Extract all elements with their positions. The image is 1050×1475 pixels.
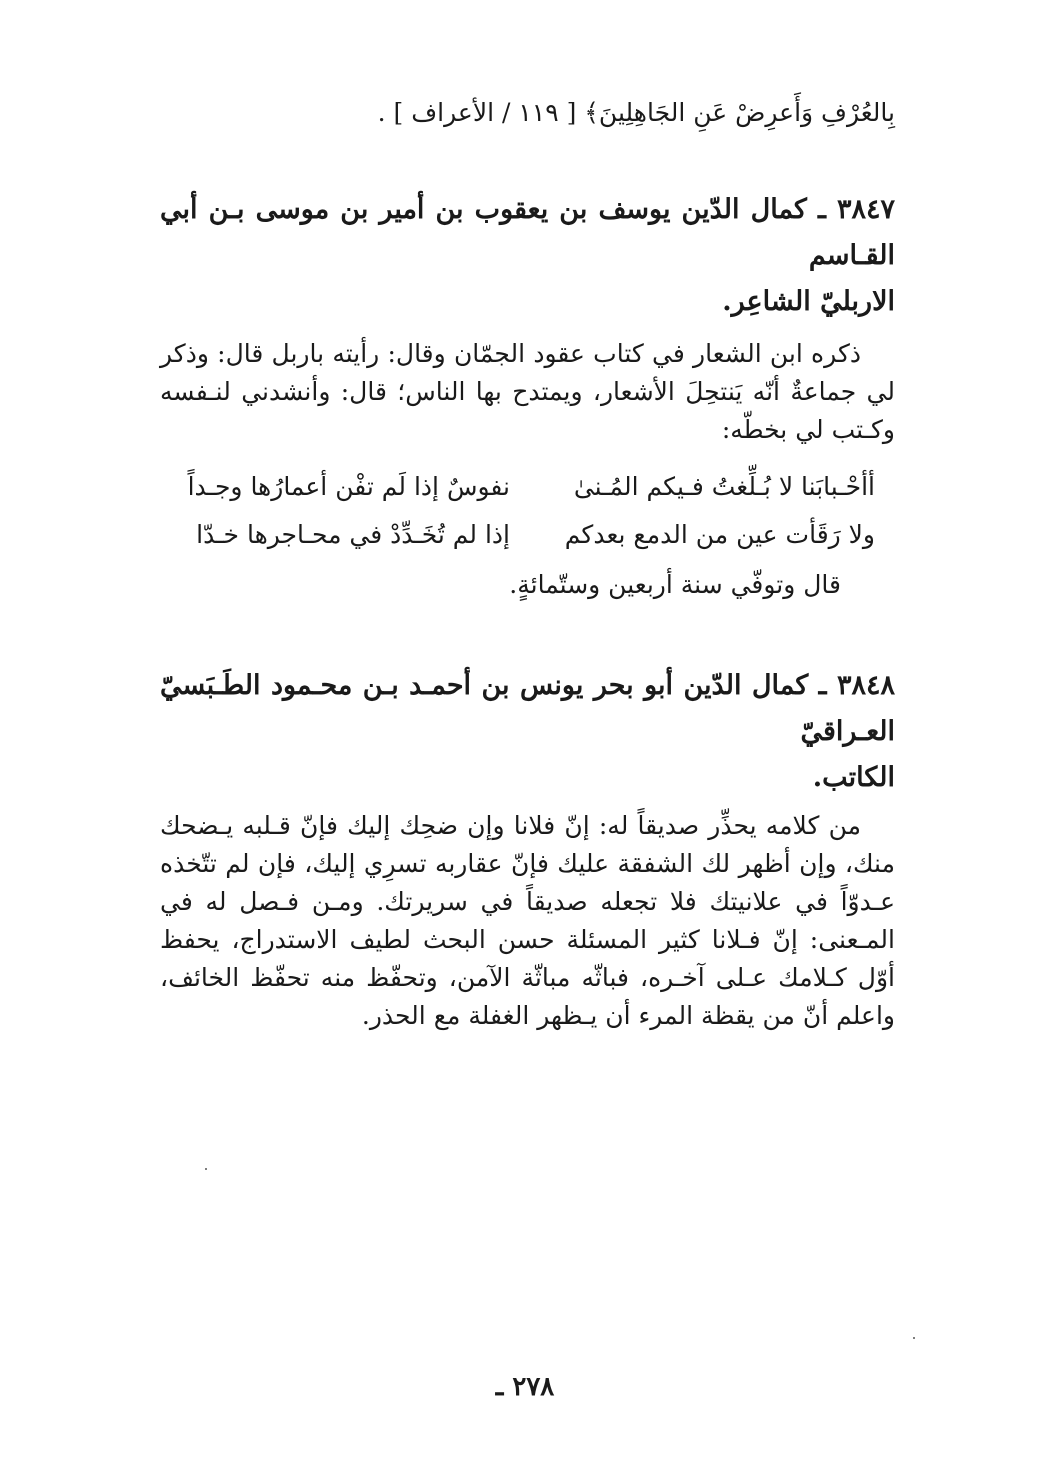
death-note: قال وتوفّي سنة أربعين وستّمائةٍ.: [509, 570, 841, 599]
entry-heading-continued: الاربليّ الشاعِر.: [722, 286, 895, 317]
entry-3848: [160, 663, 895, 1035]
entry-heading: ٣٨٤٧ ـ كمال الدّين يوسف بن يعقوب بن أمير بن موسى بـن أبي القـاسم: [160, 194, 895, 271]
entry-3847: [160, 187, 895, 605]
verse-first-hemistich: ولا رَقَأت عين من الدمع بعدكم: [564, 520, 875, 549]
verse-second-hemistich: نفوسٌ إذا لَم تفْن أعمارُها وجـداً: [187, 472, 510, 501]
entry-heading: ٣٨٤٨ ـ كمال الدّين أبو بحر يونس بن أحمـد بـن محـمود الطَـبَسيّ العـراقيّ: [160, 670, 895, 747]
scan-speck: [913, 1337, 915, 1339]
poem: [160, 463, 895, 559]
page-number: ٢٧٨ ـ: [495, 1372, 555, 1402]
entry-paragraph: من كلامه يحذِّر صديقاً له: إنّ فلانا وإن ضحِك إليك فإنّ قـلبه يـضحك منك، وإن أظهر لك الشفقة عليك فإنّ عقاربه تسرِي إليك، فإن لم تتّخذه عـدوّاً في علانيتك فلا تجعله صديقاً في سريرتك. ومـن فـصل له في المـعنى: إنّ فـلانا كثير المسئلة حسن البحث لطيف الاستدراج، يحفظ أوّل كـلامك عـلى آخـره، فباثّه مباثّة الآمن، وتحفّظ منه تحفّظ الخائف، واعلم أنّ من يقظة المرء أن يـظهر الغفلة مع الحذر.: [160, 811, 895, 1030]
scan-speck: [205, 1168, 207, 1170]
page-content: [160, 95, 895, 1035]
continuation-line: بِالعُرْفِ وَأَعرِضْ عَنِ الجَاهِلِينَ﴾ [ ١١٩ / الأعراف ] .: [377, 98, 895, 127]
entry-paragraph: ذكره ابن الشعار في كتاب عقود الجمّان وقال: رأيته باربل قال: وذكر لي جماعةٌ أنّه يَنتحِلَ الأشعار، ويمتدح بها الناس؛ قال: وأنشدني لنـفسه وكـتب لي بخطّه:: [160, 339, 895, 444]
poem-verse: [160, 463, 895, 511]
entry-heading-continued: الكاتب.: [812, 762, 895, 793]
poem-verse: [160, 511, 895, 559]
verse-first-hemistich: أأحْـبابَنا لا بُـلِّغتُ فـيكم المُـنىٰ: [573, 472, 875, 501]
verse-second-hemistich: إذا لم تُخَـدِّدْ في محـاجرها خـدّا: [196, 520, 510, 549]
